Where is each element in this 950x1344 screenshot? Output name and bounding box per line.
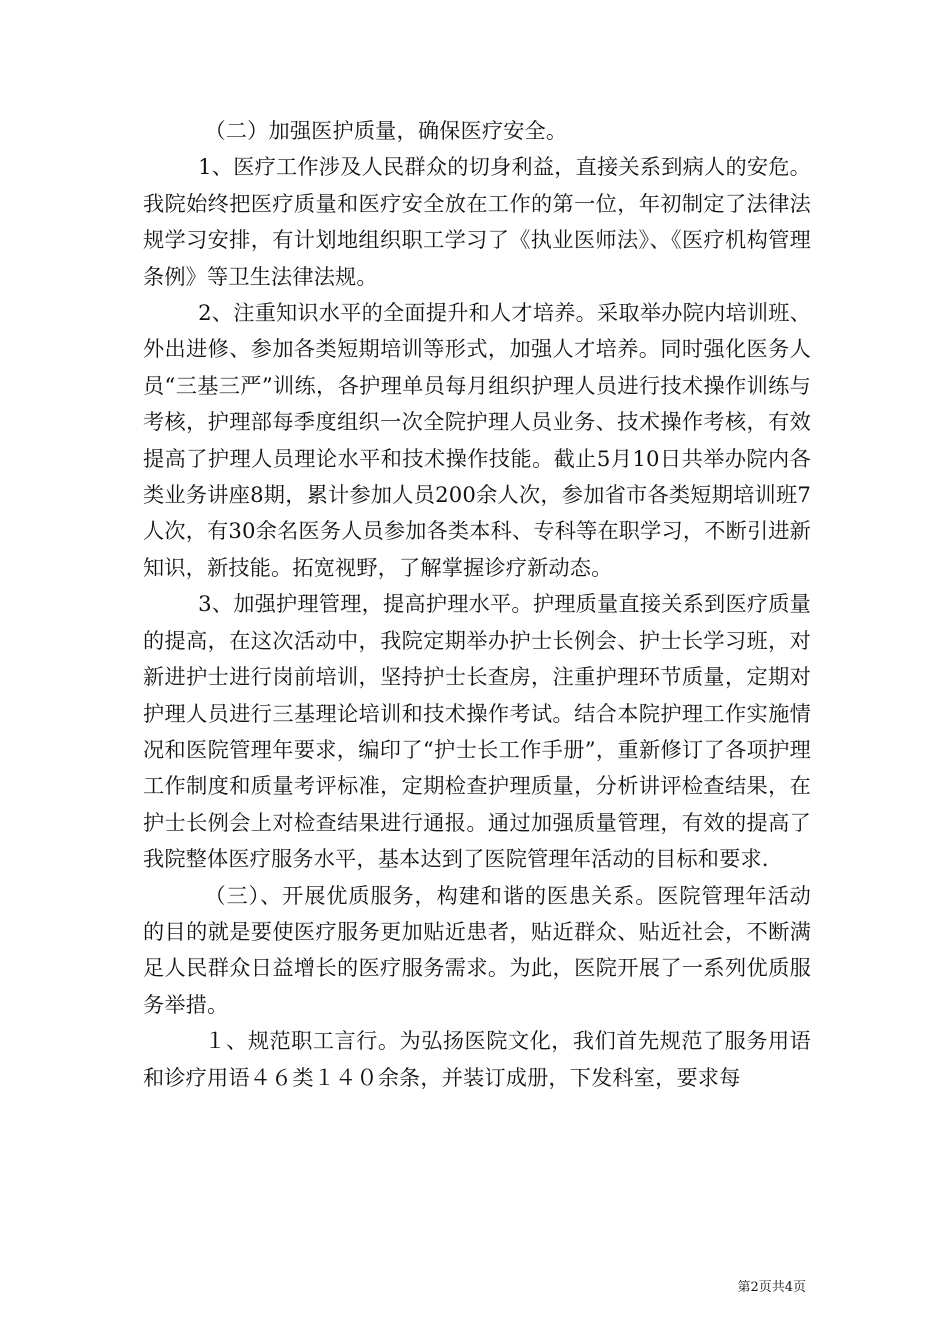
paragraph-1: 1、医疗工作涉及人民群众的切身利益，直接关系到病人的安危。我院始终把医疗质量和医疗安全放在工作的第一位，年初制定了法律法规学习安排，有计划地组织职工学习了《执业医师法》、《医疗机构管理条例》等卫生法律法规。	[143, 154, 811, 289]
section-heading-3: （三）、开展优质服务，构建和谐的医患关系。医院管理年活动的目的就是要使医疗服务更加贴近患者，贴近群众、贴近社会，不断满足人民群众日益增长的医疗服务需求。为此，医院开展了一系列优质服务举措。	[143, 882, 811, 1017]
document-body	[143, 113, 811, 1096]
paragraph-3: 3、加强护理管理，提高护理水平。护理质量直接关系到医疗质量的提高，在这次活动中，我院定期举办护士长例会、护士长学习班，对新进护士进行岗前培训，坚持护士长查房，注重护理环节质量，定期对护理人员进行三基理论培训和技术操作考试。结合本院护理工作实施情况和医院管理年要求，编印了“护士长工作手册”，重新修订了各项护理工作制度和质量考评标准，定期检查护理质量，分析讲评检查结果，在护士长例会上对检查结果进行通报。通过加强质量管理，有效的提高了我院整体医疗服务水平，基本达到了医院管理年活动的目标和要求.	[143, 591, 811, 872]
page-number: 第2页共4页	[737, 1280, 806, 1295]
paragraph-2: 2、注重知识水平的全面提升和人才培养。采取举办院内培训班、外出进修、参加各类短期培训等形式，加强人才培养。同时强化医务人员“三基三严”训练，各护理单员每月组织护理人员进行技术操作训练与考核，护理部每季度组织一次全院护理人员业务、技术操作考核，有效提高了护理人员理论水平和技术操作技能。截止5月10日共举办院内各类业务讲座8期，累计参加人员200余人次，参加省市各类短期培训班7人次，有30余名医务人员参加各类本科、专科等在职学习，不断引进新知识，新技能。拓宽视野，了解掌握诊疗新动态。	[143, 300, 811, 580]
paragraph-4: １、规范职工言行。为弘扬医院文化，我们首先规范了服务用语和诊疗用语４６类１４０余条，并装订成册，下发科室，要求每	[143, 1028, 811, 1090]
section-heading-2: （二）加强医护质量，确保医疗安全。	[204, 118, 568, 143]
